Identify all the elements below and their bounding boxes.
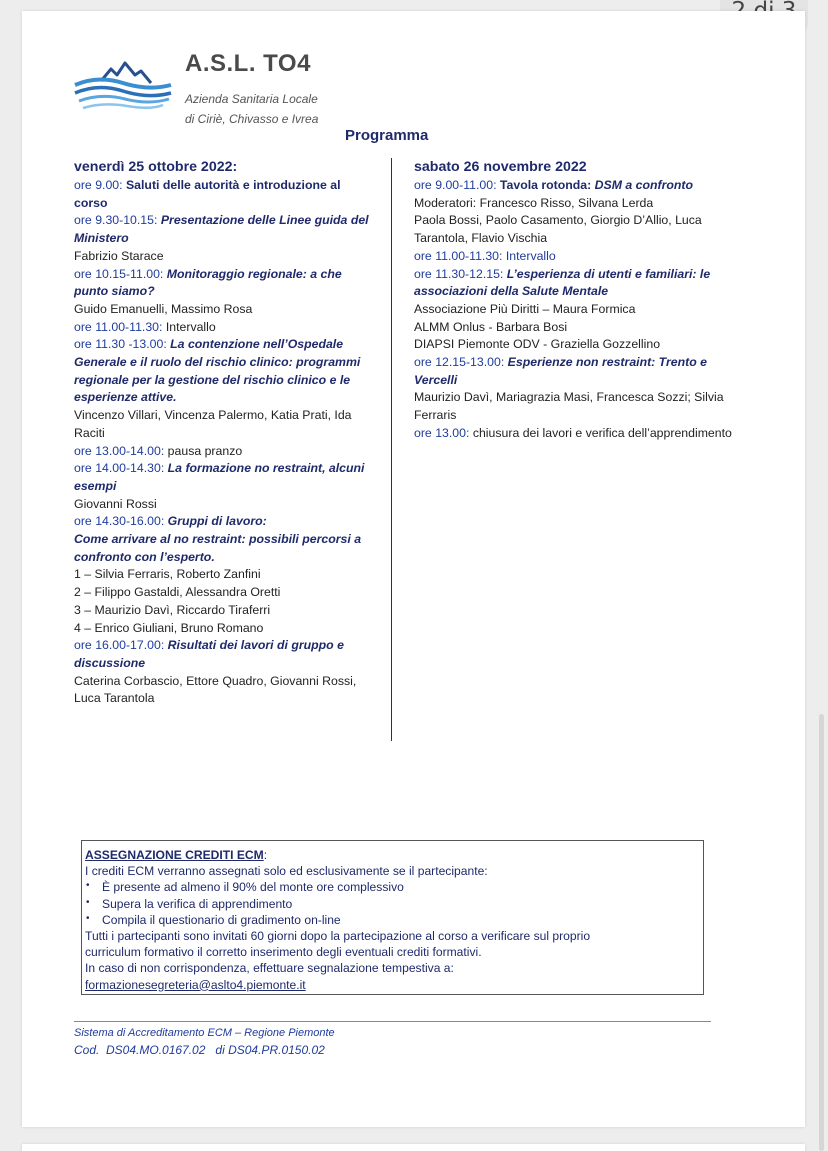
day1-column <box>74 158 374 708</box>
asl-logo-icon <box>73 55 173 115</box>
day2-column <box>414 158 734 443</box>
org-name: A.S.L. TO4 <box>185 50 311 77</box>
session-2: ore 11.00-11.30: Intervallo <box>414 248 556 263</box>
speakers: Giovanni Rossi <box>74 496 157 511</box>
session-1: ore 9.00-11.00: Tavola rotonda: DSM a confronto <box>414 178 694 192</box>
session-8: ore 14.30-16.00: Gruppi di lavoro: <box>74 514 267 529</box>
session-1: ore 9.00: Saluti delle autorità e introduzione al corso <box>74 178 341 210</box>
next-page-edge <box>22 1144 805 1151</box>
org-subtitle-2: di Ciriè, Chivasso e Ivrea <box>185 112 319 126</box>
session-5: ore 11.30 -13.00: La contenzione nell’Ospedale Generale e il ruolo del rischio clinico: programmi regionale per la gestione del rischio clinico e le esperienze attive. <box>74 337 361 405</box>
session-2: ore 9.30-10.15: Presentazione delle Linee guida del Ministero <box>74 213 369 246</box>
scrollbar[interactable] <box>819 714 824 1151</box>
day1-title: venerdì 25 ottobre 2022: <box>74 159 238 175</box>
speakers: Vincenzo Villari, Vincenza Palermo, Katia Prati, Ida Raciti <box>74 408 352 440</box>
footer-code: Cod. DS04.MO.0167.02 di DS04.PR.0150.02 <box>74 1043 325 1057</box>
programme-title: Programma <box>345 127 429 144</box>
column-divider <box>391 158 392 741</box>
speakers: Maurizio Davì, Mariagrazia Masi, Francesca Sozzi; Silvia Ferraris <box>414 390 724 423</box>
group-item: 3 – Maurizio Davì, Riccardo Tiraferri <box>74 602 271 617</box>
group-subtitle: Come arrivare al no restraint: possibili percorsi a confronto con l’esperto. <box>74 532 362 564</box>
ecm-credits-box <box>81 840 704 995</box>
group-item: 4 – Enrico Giuliani, Bruno Romano <box>74 620 264 635</box>
list-item: • È presente ad almeno il 90% del monte ore complessivo <box>85 879 703 895</box>
session-4: ore 11.00-11.30: Intervallo <box>74 319 216 334</box>
ecm-email-link[interactable]: formazionesegreteria@aslto4.piemonte.it <box>85 977 306 992</box>
day2-title: sabato 26 novembre 2022 <box>414 159 587 175</box>
ecm-intro: I crediti ECM verranno assegnati solo ed esclusivamente se il partecipante: <box>85 864 488 879</box>
list-item: • Supera la verifica di apprendimento <box>85 896 703 912</box>
speakers: Associazione Più Diritti – Maura Formica ALMM Onlus - Barbara Bosi DIAPSI Piemonte ODV - Graziella Gozzellino <box>414 301 661 352</box>
footer-divider <box>74 1021 711 1022</box>
speakers: Caterina Corbascio, Ettore Quadro, Giovanni Rossi, Luca Tarantola <box>74 673 357 706</box>
session-5: ore 13.00: chiusura dei lavori e verifica dell’apprendimento <box>414 425 732 440</box>
footer-accreditation: Sistema di Accreditamento ECM – Regione Piemonte <box>74 1027 335 1039</box>
list-item: • Compila il questionario di gradimento on-line <box>85 912 703 928</box>
session-3: ore 11.30-12.15: L’esperienza di utenti e familiari: le associazioni della Salute Mentale <box>414 266 711 299</box>
session-7: ore 14.00-14.30: La formazione no restraint, alcuni esempi <box>74 461 365 493</box>
group-item: 1 – Silvia Ferraris, Roberto Zanfini <box>74 567 261 582</box>
speakers: Fabrizio Starace <box>74 248 164 263</box>
speakers: Moderatori: Francesco Risso, Silvana Lerda Paola Bossi, Paolo Casamento, Giorgio D’Allio, Luca Tarantola, Flavio Vischia <box>414 195 702 246</box>
session-3: ore 10.15-11.00: Monitoraggio regionale: a che punto siamo? <box>74 266 342 299</box>
ecm-heading: ASSEGNAZIONE CREDITI ECM: <box>85 848 268 862</box>
org-subtitle-1: Azienda Sanitaria Locale <box>185 92 318 106</box>
group-item: 2 – Filippo Gastaldi, Alessandra Oretti <box>74 585 281 600</box>
ecm-requirements-list <box>85 879 703 928</box>
session-6: ore 13.00-14.00: pausa pranzo <box>74 443 243 458</box>
session-9: ore 16.00-17.00: Risultati dei lavori di gruppo e discussione <box>74 638 344 670</box>
ecm-note-2: curriculum formativo il corretto inserimento degli eventuali crediti formativi. <box>85 945 482 960</box>
ecm-note-3: In caso di non corrispondenza, effettuare segnalazione tempestiva a: <box>85 961 454 976</box>
ecm-note-1: Tutti i partecipanti sono invitati 60 giorni dopo la partecipazione al corso a verificare sul proprio <box>85 929 591 944</box>
session-4: ore 12.15-13.00: Esperienze non restraint: Trento e Vercelli <box>414 355 707 387</box>
speakers: Guido Emanuelli, Massimo Rosa <box>74 301 253 316</box>
